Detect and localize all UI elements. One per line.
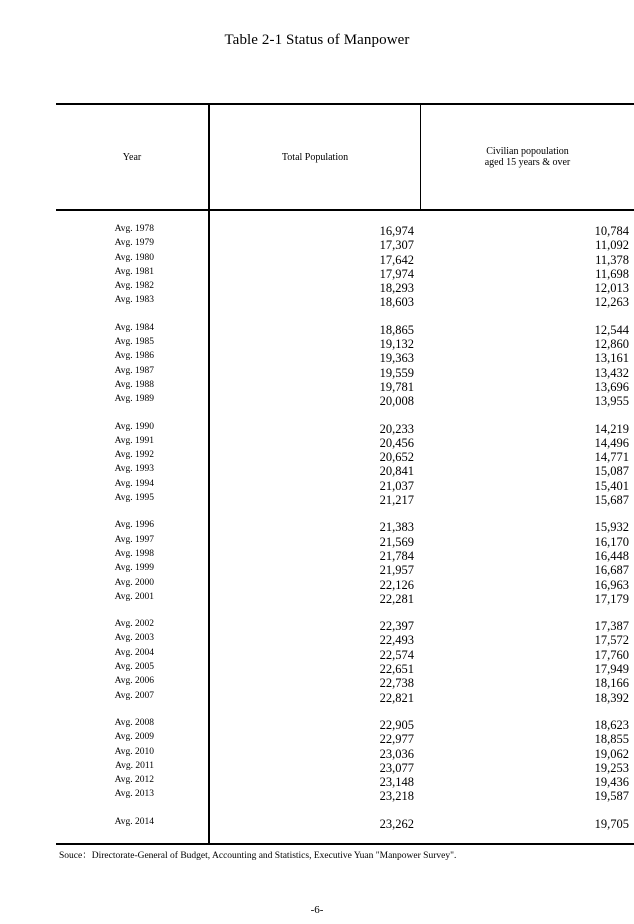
table-row <box>56 421 634 435</box>
civilian-population-cell: 11,092 <box>595 238 629 253</box>
year-cell: Avg. 2013 <box>114 789 154 800</box>
total-population-cell: 23,218 <box>379 789 414 804</box>
civilian-population-cell: 14,771 <box>594 450 629 465</box>
table-row <box>56 760 634 774</box>
year-cell: Avg. 1986 <box>114 351 154 362</box>
table-row <box>56 379 634 393</box>
total-population-cell: 18,293 <box>379 281 414 296</box>
civilian-population-cell: 12,544 <box>594 322 629 337</box>
row-group <box>56 421 634 507</box>
civilian-population-cell: 15,401 <box>594 478 629 493</box>
table-row <box>56 647 634 661</box>
total-population-cell: 16,974 <box>379 224 414 238</box>
table-row <box>56 548 634 562</box>
table-row <box>56 322 634 336</box>
total-population-cell: 18,865 <box>379 322 414 337</box>
total-population-cell: 22,126 <box>379 577 414 592</box>
column-divider-right <box>420 105 421 209</box>
total-population-cell: 22,493 <box>379 633 414 648</box>
civilian-population-cell: 13,161 <box>594 351 629 366</box>
table-row <box>56 562 634 576</box>
total-population-cell: 17,307 <box>379 238 414 253</box>
table-row <box>56 336 634 350</box>
table-row <box>56 690 634 704</box>
table-row <box>56 294 634 308</box>
table-row <box>56 519 634 533</box>
civilian-population-cell: 17,949 <box>594 662 629 677</box>
civilian-population-cell: 14,219 <box>594 421 629 436</box>
table-row <box>56 252 634 266</box>
header-civilian-population <box>421 105 634 209</box>
civilian-population-cell: 18,855 <box>594 732 629 747</box>
table-row <box>56 577 634 591</box>
total-population-cell: 22,821 <box>379 690 414 705</box>
year-cell: Avg. 2003 <box>114 633 154 644</box>
total-population-cell: 23,036 <box>379 746 414 761</box>
table-row <box>56 816 634 830</box>
civilian-population-cell: 15,687 <box>594 493 629 508</box>
year-cell: Avg. 1987 <box>114 365 154 376</box>
table-row <box>56 266 634 280</box>
total-population-cell: 20,008 <box>379 394 414 409</box>
total-population-cell: 23,262 <box>379 816 414 831</box>
table-header <box>56 105 634 211</box>
table-row <box>56 591 634 605</box>
total-population-cell: 22,738 <box>379 676 414 691</box>
year-cell: Avg. 1999 <box>114 563 154 574</box>
year-cell: Avg. 1997 <box>114 534 154 545</box>
civilian-population-cell: 19,062 <box>594 746 629 761</box>
table-row <box>56 435 634 449</box>
civilian-population-cell: 17,572 <box>594 633 629 648</box>
total-population-cell: 21,569 <box>379 534 414 549</box>
year-cell: Avg. 2006 <box>114 676 154 687</box>
civilian-population-cell: 18,623 <box>594 717 629 732</box>
row-group <box>56 519 634 605</box>
year-cell: Avg. 2010 <box>114 746 154 757</box>
civilian-population-cell: 19,705 <box>594 816 629 831</box>
row-group <box>56 816 634 830</box>
civilian-population-cell: 13,955 <box>594 394 629 409</box>
total-population-cell: 17,642 <box>379 252 414 267</box>
total-population-cell: 22,651 <box>379 662 414 677</box>
civilian-population-cell: 13,696 <box>594 379 629 394</box>
row-group <box>56 322 634 408</box>
total-population-cell: 23,077 <box>379 760 414 775</box>
table-row <box>56 534 634 548</box>
header-civilian-line2: aged 15 years & over <box>484 157 571 168</box>
year-cell: Avg. 1998 <box>114 548 154 559</box>
table-row <box>56 632 634 646</box>
table-row <box>56 661 634 675</box>
year-cell: Avg. 2007 <box>114 690 154 701</box>
total-population-cell: 22,905 <box>379 717 414 732</box>
table-row <box>56 746 634 760</box>
total-population-cell: 21,383 <box>379 520 414 535</box>
civilian-population-cell: 11,378 <box>595 252 629 267</box>
total-population-cell: 21,784 <box>379 548 414 563</box>
civilian-population-cell: 12,263 <box>594 295 629 310</box>
year-cell: Avg. 2008 <box>114 717 154 728</box>
total-population-cell: 19,363 <box>379 351 414 366</box>
row-group <box>56 223 634 309</box>
civilian-population-cell: 19,253 <box>594 760 629 775</box>
table-body <box>56 223 634 843</box>
table-row <box>56 365 634 379</box>
civilian-population-cell: 12,013 <box>594 281 629 296</box>
year-cell: Avg. 1981 <box>114 266 154 277</box>
civilian-population-cell: 16,687 <box>594 563 629 578</box>
total-population-cell: 22,281 <box>379 591 414 606</box>
year-cell: Avg. 1994 <box>114 478 154 489</box>
year-cell: Avg. 2009 <box>114 732 154 743</box>
year-cell: Avg. 2014 <box>114 816 154 827</box>
civilian-population-cell: 15,932 <box>594 520 629 535</box>
year-cell: Avg. 2011 <box>114 760 154 771</box>
header-total-population: Total Population <box>281 151 349 163</box>
row-group <box>56 717 634 803</box>
civilian-population-cell: 17,760 <box>594 647 629 662</box>
year-cell: Avg. 1979 <box>114 238 154 249</box>
year-cell: Avg. 1993 <box>114 464 154 475</box>
year-cell: Avg. 1991 <box>114 435 154 446</box>
page-number: -6- <box>310 904 324 916</box>
total-population-cell: 21,217 <box>379 493 414 508</box>
year-cell: Avg. 2002 <box>114 619 154 630</box>
civilian-population-cell: 17,387 <box>594 619 629 634</box>
year-cell: Avg. 1982 <box>114 281 154 292</box>
table-row <box>56 280 634 294</box>
year-cell: Avg. 1995 <box>114 493 154 504</box>
year-cell: Avg. 2012 <box>114 775 154 786</box>
table-row <box>56 717 634 731</box>
civilian-population-cell: 19,587 <box>594 789 629 804</box>
total-population-cell: 20,652 <box>379 450 414 465</box>
table-row <box>56 237 634 251</box>
total-population-cell: 22,397 <box>379 619 414 634</box>
table-row <box>56 492 634 506</box>
year-cell: Avg. 1988 <box>114 379 154 390</box>
total-population-cell: 19,132 <box>379 337 414 352</box>
table-row <box>56 618 634 632</box>
total-population-cell: 17,974 <box>379 266 414 281</box>
table-row <box>56 223 634 237</box>
civilian-population-cell: 18,392 <box>594 690 629 705</box>
table-row <box>56 393 634 407</box>
civilian-population-cell: 16,448 <box>594 548 629 563</box>
civilian-population-cell: 14,496 <box>594 435 629 450</box>
total-population-cell: 19,559 <box>379 365 414 380</box>
table-row <box>56 788 634 802</box>
civilian-population-cell: 12,860 <box>594 337 629 352</box>
source-note: Souce：Directorate-General of Budget, Accounting and Statistics, Executive Yuan "Manpower Survey". <box>59 851 457 861</box>
year-cell: Avg. 1978 <box>114 224 154 234</box>
civilian-population-cell: 19,436 <box>594 775 629 790</box>
total-population-cell: 20,841 <box>379 464 414 479</box>
table-row <box>56 675 634 689</box>
civilian-population-cell: 13,432 <box>594 365 629 380</box>
header-year: Year <box>122 151 142 163</box>
table-title: Table 2-1 Status of Manpower <box>224 32 410 48</box>
table-row <box>56 350 634 364</box>
manpower-table <box>56 103 634 845</box>
year-cell: Avg. 1996 <box>114 520 154 531</box>
total-population-cell: 22,977 <box>379 732 414 747</box>
year-cell: Avg. 2005 <box>114 662 154 673</box>
civilian-population-cell: 10,784 <box>594 224 629 238</box>
year-cell: Avg. 1990 <box>114 421 154 432</box>
year-cell: Avg. 2001 <box>114 591 154 602</box>
table-row <box>56 463 634 477</box>
table-row <box>56 774 634 788</box>
total-population-cell: 20,233 <box>379 421 414 436</box>
total-population-cell: 18,603 <box>379 295 414 310</box>
civilian-population-cell: 18,166 <box>594 676 629 691</box>
table-row <box>56 731 634 745</box>
total-population-cell: 20,456 <box>379 435 414 450</box>
year-cell: Avg. 2004 <box>114 647 154 658</box>
year-cell: Avg. 1983 <box>114 295 154 306</box>
year-cell: Avg. 2000 <box>114 577 154 588</box>
civilian-population-cell: 16,170 <box>594 534 629 549</box>
total-population-cell: 21,037 <box>379 478 414 493</box>
year-cell: Avg. 1984 <box>114 322 154 333</box>
civilian-population-cell: 15,087 <box>594 464 629 479</box>
total-population-cell: 22,574 <box>379 647 414 662</box>
total-population-cell: 19,781 <box>379 379 414 394</box>
total-population-cell: 23,148 <box>379 775 414 790</box>
civilian-population-cell: 17,179 <box>594 591 629 606</box>
year-cell: Avg. 1992 <box>114 450 154 461</box>
year-cell: Avg. 1989 <box>114 394 154 405</box>
total-population-cell: 21,957 <box>379 563 414 578</box>
year-cell: Avg. 1985 <box>114 337 154 348</box>
table-row <box>56 478 634 492</box>
year-cell: Avg. 1980 <box>114 252 154 263</box>
row-group <box>56 618 634 704</box>
civilian-population-cell: 16,963 <box>594 577 629 592</box>
table-row <box>56 449 634 463</box>
header-civilian-line1: Civilian popoulation <box>486 146 569 157</box>
civilian-population-cell: 11,698 <box>595 266 629 281</box>
